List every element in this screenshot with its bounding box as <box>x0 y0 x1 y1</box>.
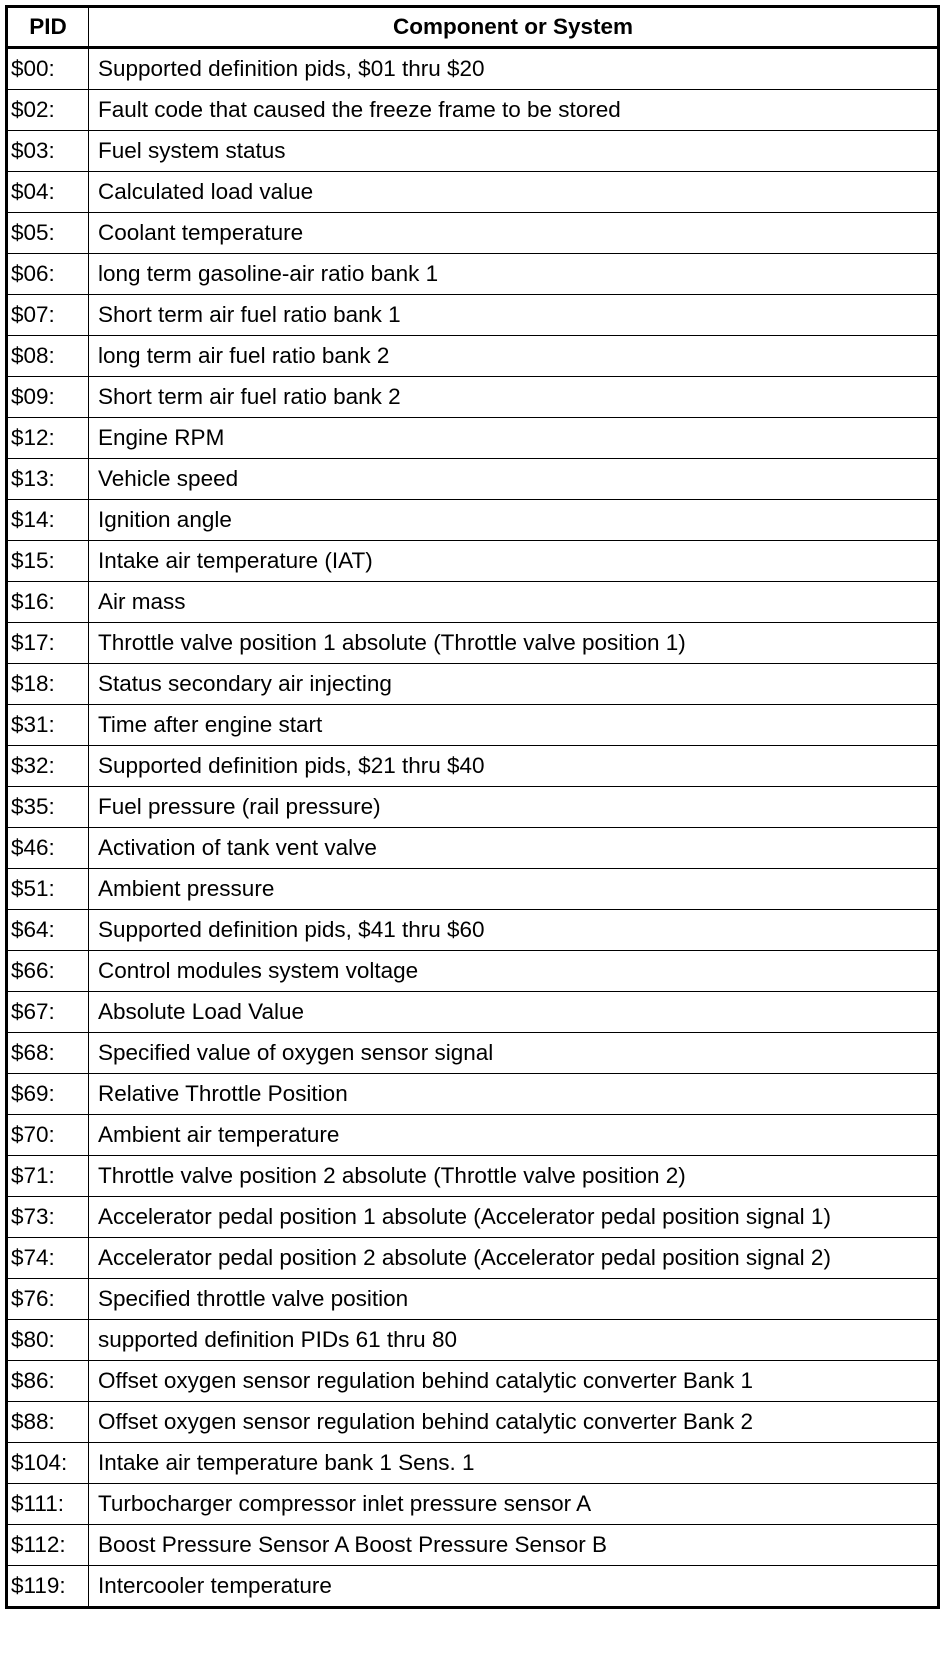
pid-cell: $18: <box>7 664 89 705</box>
component-cell: Status secondary air injecting <box>89 664 939 705</box>
component-cell: Short term air fuel ratio bank 2 <box>89 377 939 418</box>
pid-cell: $03: <box>7 131 89 172</box>
component-column-header: Component or System <box>89 7 939 48</box>
component-cell: Accelerator pedal position 1 absolute (Accelerator pedal position signal 1) <box>89 1197 939 1238</box>
component-cell: Coolant temperature <box>89 213 939 254</box>
pid-cell: $15: <box>7 541 89 582</box>
pid-cell: $71: <box>7 1156 89 1197</box>
pid-cell: $17: <box>7 623 89 664</box>
table-row <box>7 336 939 377</box>
pid-column-header: PID <box>7 7 89 48</box>
component-cell: Specified value of oxygen sensor signal <box>89 1033 939 1074</box>
table-row <box>7 48 939 90</box>
table-row <box>7 1033 939 1074</box>
table-body <box>7 48 939 1608</box>
component-cell: Engine RPM <box>89 418 939 459</box>
table-row <box>7 1238 939 1279</box>
component-cell: Fault code that caused the freeze frame to be stored <box>89 90 939 131</box>
component-cell: Calculated load value <box>89 172 939 213</box>
component-cell: Boost Pressure Sensor A Boost Pressure Sensor B <box>89 1525 939 1566</box>
component-cell: Offset oxygen sensor regulation behind catalytic converter Bank 2 <box>89 1402 939 1443</box>
table-row <box>7 541 939 582</box>
pid-cell: $02: <box>7 90 89 131</box>
pid-cell: $04: <box>7 172 89 213</box>
pid-cell: $119: <box>7 1566 89 1608</box>
table-row <box>7 172 939 213</box>
component-cell: Supported definition pids, $41 thru $60 <box>89 910 939 951</box>
pid-cell: $69: <box>7 1074 89 1115</box>
table-row <box>7 459 939 500</box>
table-row <box>7 1115 939 1156</box>
table-row <box>7 1197 939 1238</box>
table-row <box>7 377 939 418</box>
component-cell: long term air fuel ratio bank 2 <box>89 336 939 377</box>
component-cell: Short term air fuel ratio bank 1 <box>89 295 939 336</box>
pid-cell: $70: <box>7 1115 89 1156</box>
component-cell: Control modules system voltage <box>89 951 939 992</box>
component-cell: Ambient pressure <box>89 869 939 910</box>
table-row <box>7 664 939 705</box>
table-row <box>7 951 939 992</box>
component-cell: Time after engine start <box>89 705 939 746</box>
pid-cell: $06: <box>7 254 89 295</box>
pid-cell: $08: <box>7 336 89 377</box>
table-row <box>7 1443 939 1484</box>
table-row <box>7 1566 939 1608</box>
pid-cell: $74: <box>7 1238 89 1279</box>
pid-cell: $76: <box>7 1279 89 1320</box>
pid-cell: $32: <box>7 746 89 787</box>
component-cell: Specified throttle valve position <box>89 1279 939 1320</box>
component-cell: Supported definition pids, $21 thru $40 <box>89 746 939 787</box>
table-row <box>7 746 939 787</box>
component-cell: Supported definition pids, $01 thru $20 <box>89 48 939 90</box>
pid-cell: $46: <box>7 828 89 869</box>
table-row <box>7 1484 939 1525</box>
table-row <box>7 500 939 541</box>
table-row <box>7 1402 939 1443</box>
table-header <box>7 7 939 48</box>
table-row <box>7 254 939 295</box>
pid-cell: $104: <box>7 1443 89 1484</box>
pid-cell: $80: <box>7 1320 89 1361</box>
pid-cell: $51: <box>7 869 89 910</box>
table-row <box>7 1320 939 1361</box>
pid-cell: $13: <box>7 459 89 500</box>
component-cell: Throttle valve position 1 absolute (Throttle valve position 1) <box>89 623 939 664</box>
pid-cell: $00: <box>7 48 89 90</box>
pid-cell: $68: <box>7 1033 89 1074</box>
table-row <box>7 418 939 459</box>
table-row <box>7 869 939 910</box>
table-row <box>7 213 939 254</box>
component-cell: Activation of tank vent valve <box>89 828 939 869</box>
table-row <box>7 582 939 623</box>
table-row <box>7 1525 939 1566</box>
pid-cell: $112: <box>7 1525 89 1566</box>
table-row <box>7 90 939 131</box>
pid-cell: $67: <box>7 992 89 1033</box>
component-cell: Fuel system status <box>89 131 939 172</box>
pid-cell: $16: <box>7 582 89 623</box>
table-row <box>7 623 939 664</box>
table-row <box>7 705 939 746</box>
table-row <box>7 828 939 869</box>
table-row <box>7 1279 939 1320</box>
pid-cell: $64: <box>7 910 89 951</box>
component-cell: Absolute Load Value <box>89 992 939 1033</box>
pid-cell: $31: <box>7 705 89 746</box>
component-cell: Intercooler temperature <box>89 1566 939 1608</box>
pid-cell: $86: <box>7 1361 89 1402</box>
component-cell: Ignition angle <box>89 500 939 541</box>
component-cell: Accelerator pedal position 2 absolute (Accelerator pedal position signal 2) <box>89 1238 939 1279</box>
pid-cell: $07: <box>7 295 89 336</box>
pid-cell: $88: <box>7 1402 89 1443</box>
header-row <box>7 7 939 48</box>
table-row <box>7 1074 939 1115</box>
component-cell: supported definition PIDs 61 thru 80 <box>89 1320 939 1361</box>
table-row <box>7 295 939 336</box>
component-cell: Turbocharger compressor inlet pressure sensor A <box>89 1484 939 1525</box>
component-cell: long term gasoline-air ratio bank 1 <box>89 254 939 295</box>
component-cell: Fuel pressure (rail pressure) <box>89 787 939 828</box>
pid-cell: $35: <box>7 787 89 828</box>
component-cell: Intake air temperature bank 1 Sens. 1 <box>89 1443 939 1484</box>
pid-cell: $12: <box>7 418 89 459</box>
table-row <box>7 1156 939 1197</box>
table-row <box>7 131 939 172</box>
component-cell: Vehicle speed <box>89 459 939 500</box>
component-cell: Offset oxygen sensor regulation behind catalytic converter Bank 1 <box>89 1361 939 1402</box>
pid-cell: $111: <box>7 1484 89 1525</box>
component-cell: Air mass <box>89 582 939 623</box>
pid-cell: $14: <box>7 500 89 541</box>
table-row <box>7 787 939 828</box>
pid-table <box>5 5 940 1609</box>
pid-cell: $66: <box>7 951 89 992</box>
pid-cell: $09: <box>7 377 89 418</box>
pid-cell: $73: <box>7 1197 89 1238</box>
component-cell: Relative Throttle Position <box>89 1074 939 1115</box>
table-row <box>7 992 939 1033</box>
component-cell: Intake air temperature (IAT) <box>89 541 939 582</box>
table-row <box>7 910 939 951</box>
pid-cell: $05: <box>7 213 89 254</box>
table-row <box>7 1361 939 1402</box>
component-cell: Throttle valve position 2 absolute (Throttle valve position 2) <box>89 1156 939 1197</box>
component-cell: Ambient air temperature <box>89 1115 939 1156</box>
